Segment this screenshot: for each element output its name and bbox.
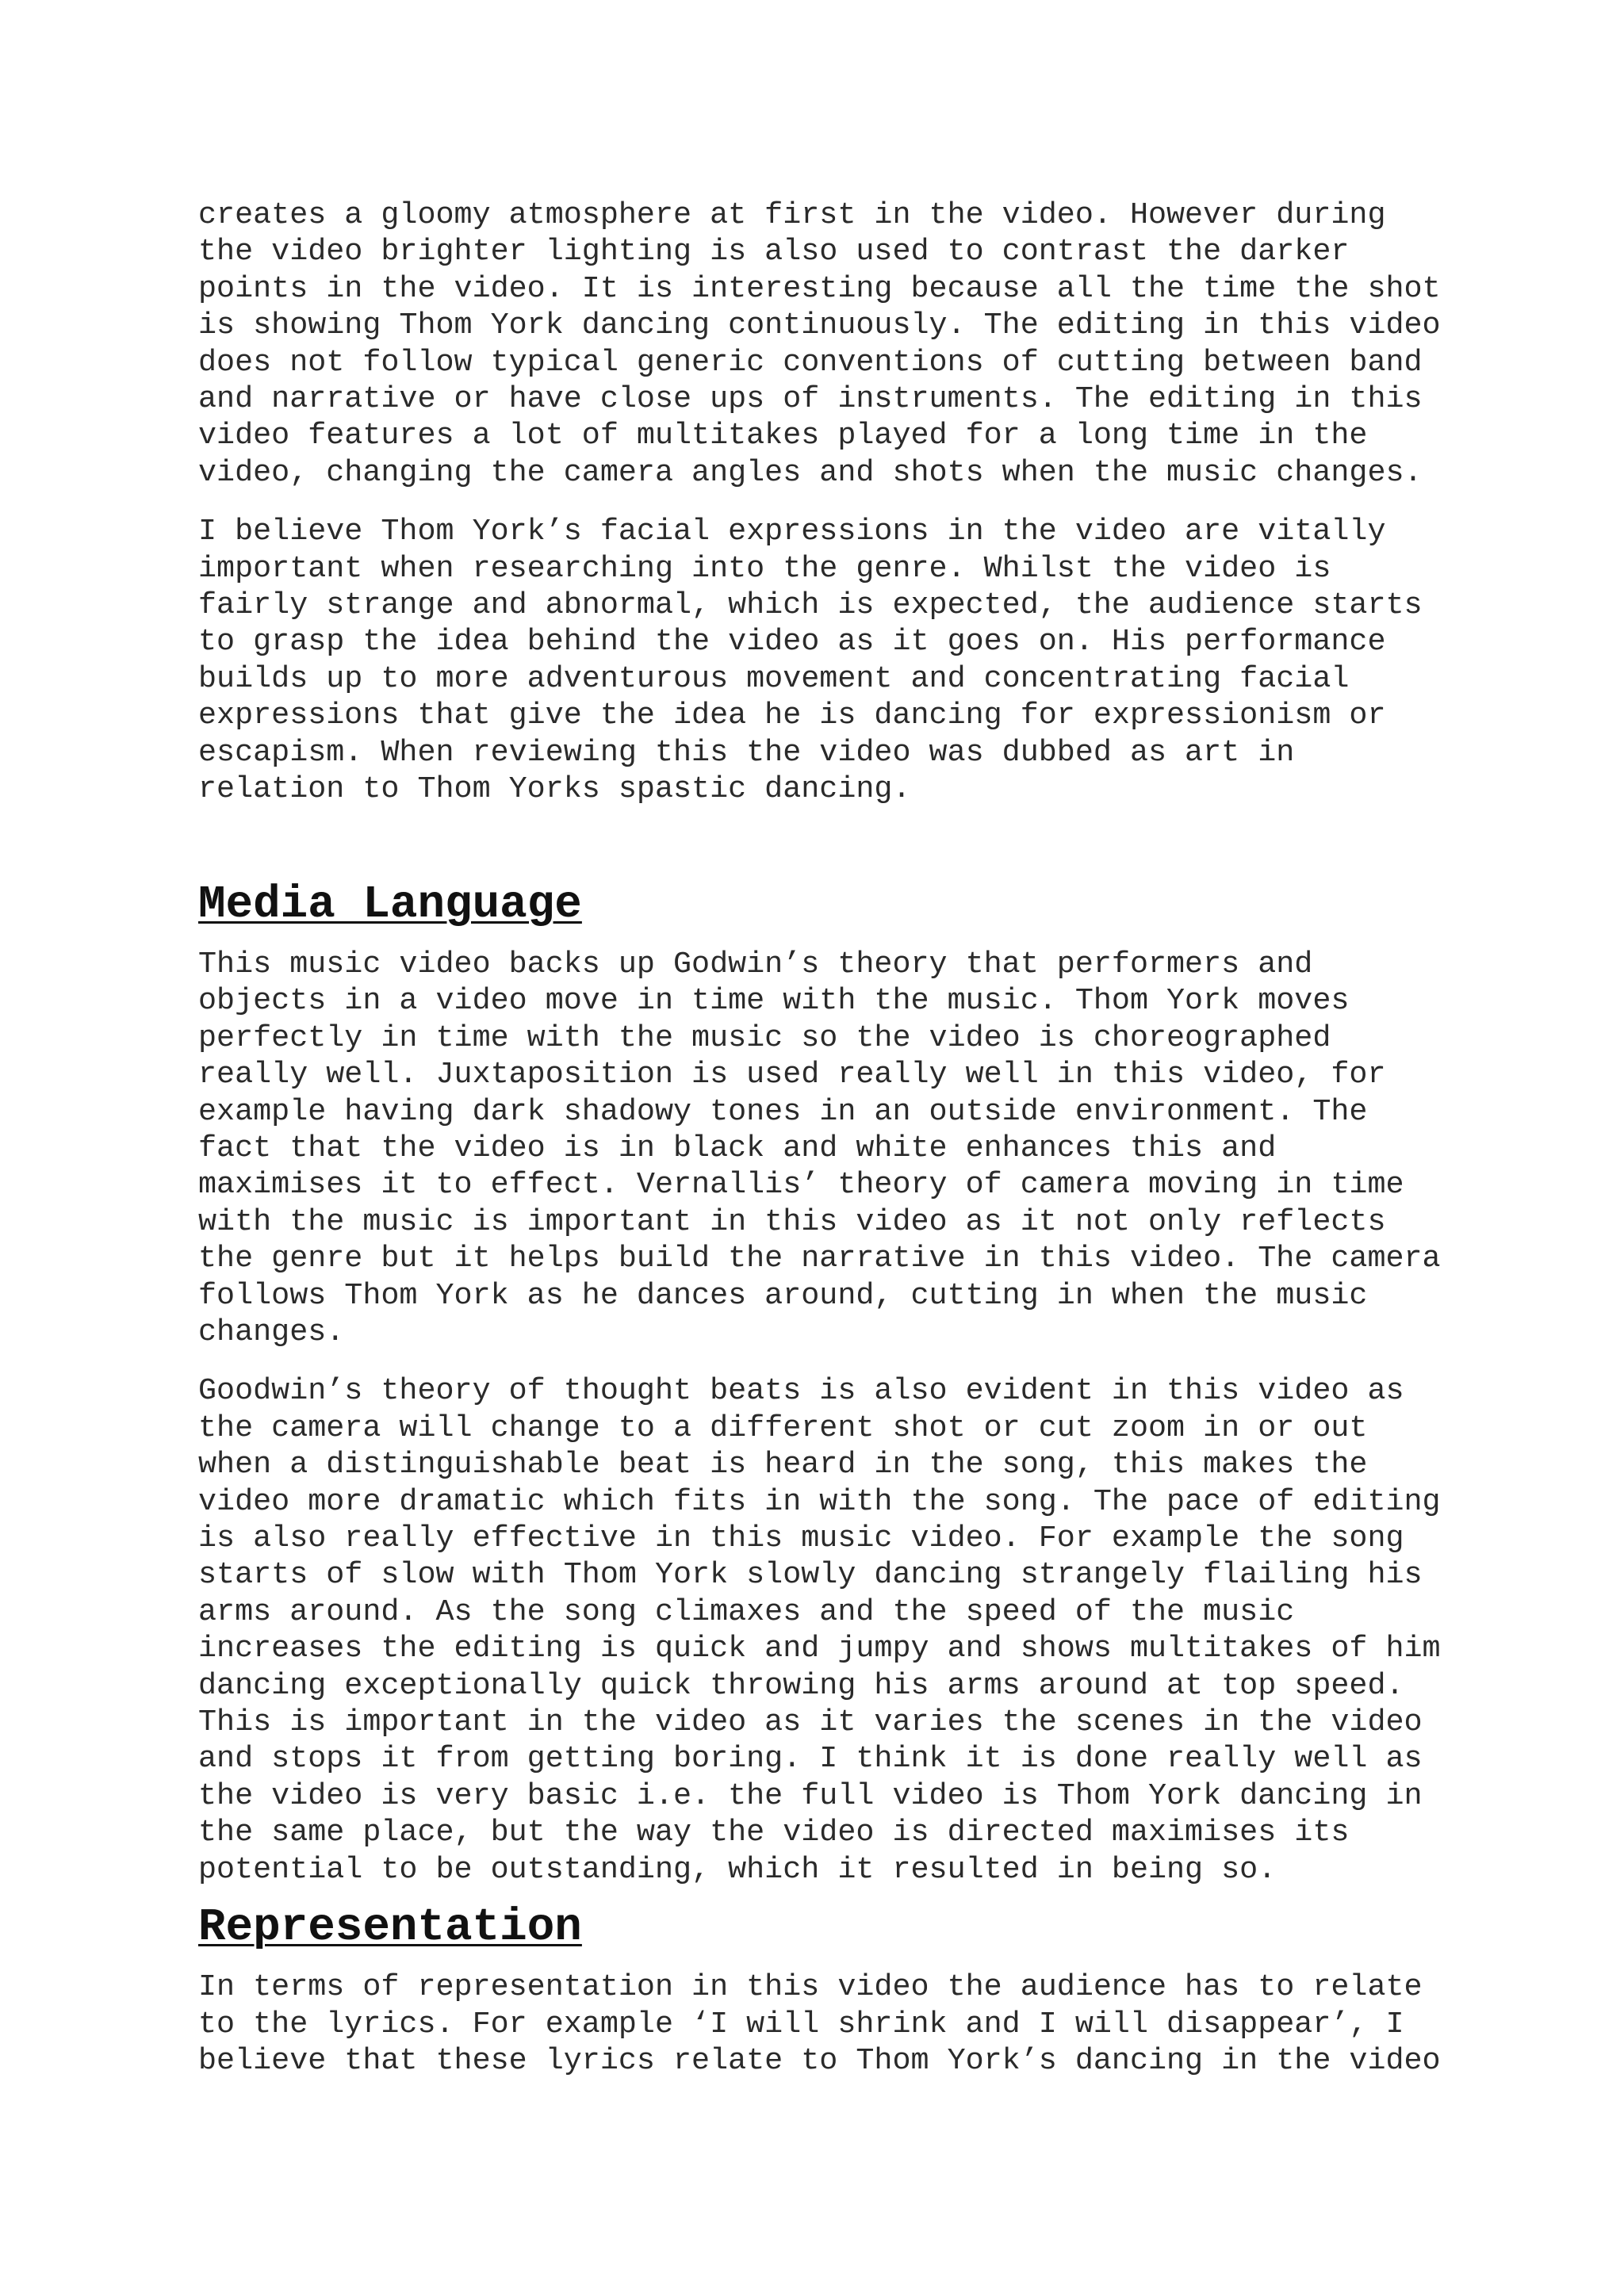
paragraph-spacer <box>198 1350 1451 1372</box>
intro-paragraph-2: I believe Thom York’s facial expressions in the video are vitally important when researching into the genre. Whilst the video is fairly strange and abnormal, which is expected, the audience starts to grasp the idea behind the video as it goes on. His performance builds up to more adventurous movement and concentrating facial expressions that give the idea he is dancing for expressionism or escapism. When reviewing this the video was dubbed as art in relation to Thom Yorks spastic dancing. <box>198 514 1423 807</box>
paragraph-spacer <box>198 491 1451 513</box>
document-body <box>198 197 1451 2080</box>
representation-paragraph-1: In terms of representation in this video the audience has to relate to the lyrics. For example ‘I will shrink and I will disappear’, I believe that these lyrics relate to Thom York’s dancing in the video <box>198 1969 1441 2079</box>
media-language-paragraph-2: Goodwin’s theory of thought beats is also evident in this video as the camera will change to a different shot or cut zoom in or out when a distinguishable beat is heard in the song, this makes the video more dramatic which fits in with the song. The pace of editing is also really effective in this music video. For example the song starts of slow with Thom York slowly dancing strangely flailing his arms around. As the song climaxes and the speed of the music increases the editing is quick and jumpy and shows multitakes of him dancing exceptionally quick throwing his arms around at top speed. This is important in the video as it varies the scenes in the video and stops it from getting boring. I think it is done really well as the video is very basic i.e. the full video is Thom York dancing in the same place, but the way the video is directed maximises its potential to be outstanding, which it resulted in being so. <box>198 1373 1441 1887</box>
intro-paragraph-1: creates a gloomy atmosphere at first in the video. However during the video brighter lighting is also used to contrast the darker points in the video. It is interesting because all the time the shot is showing Thom York dancing continuously. The editing in this video does not follow typical generic conventions of cutting between band and narrative or have close ups of instruments. The editing in this video features a lot of multitakes played for a long time in the video, changing the camera angles and shots when the music changes. <box>198 197 1441 490</box>
section-spacer <box>198 808 1451 887</box>
media-language-paragraph-1: This music video backs up Godwin’s theory that performers and objects in a video move in time with the music. Thom York moves perfectly in time with the music so the video is choreographed really well. Juxtaposition is used really well in this video, for example having dark shadowy tones in an outside environment. The fact that the video is in black and white enhances this and maximises it to effect. Vernallis’ theory of camera moving in time with the music is important in this video as it not only reflects the genre but it helps build the narrative in this video. The camera follows Thom York as he dances around, cutting in when the music changes. <box>198 946 1441 1349</box>
media-language-heading: Media Language <box>198 878 582 931</box>
representation-heading: Representation <box>198 1902 582 1954</box>
